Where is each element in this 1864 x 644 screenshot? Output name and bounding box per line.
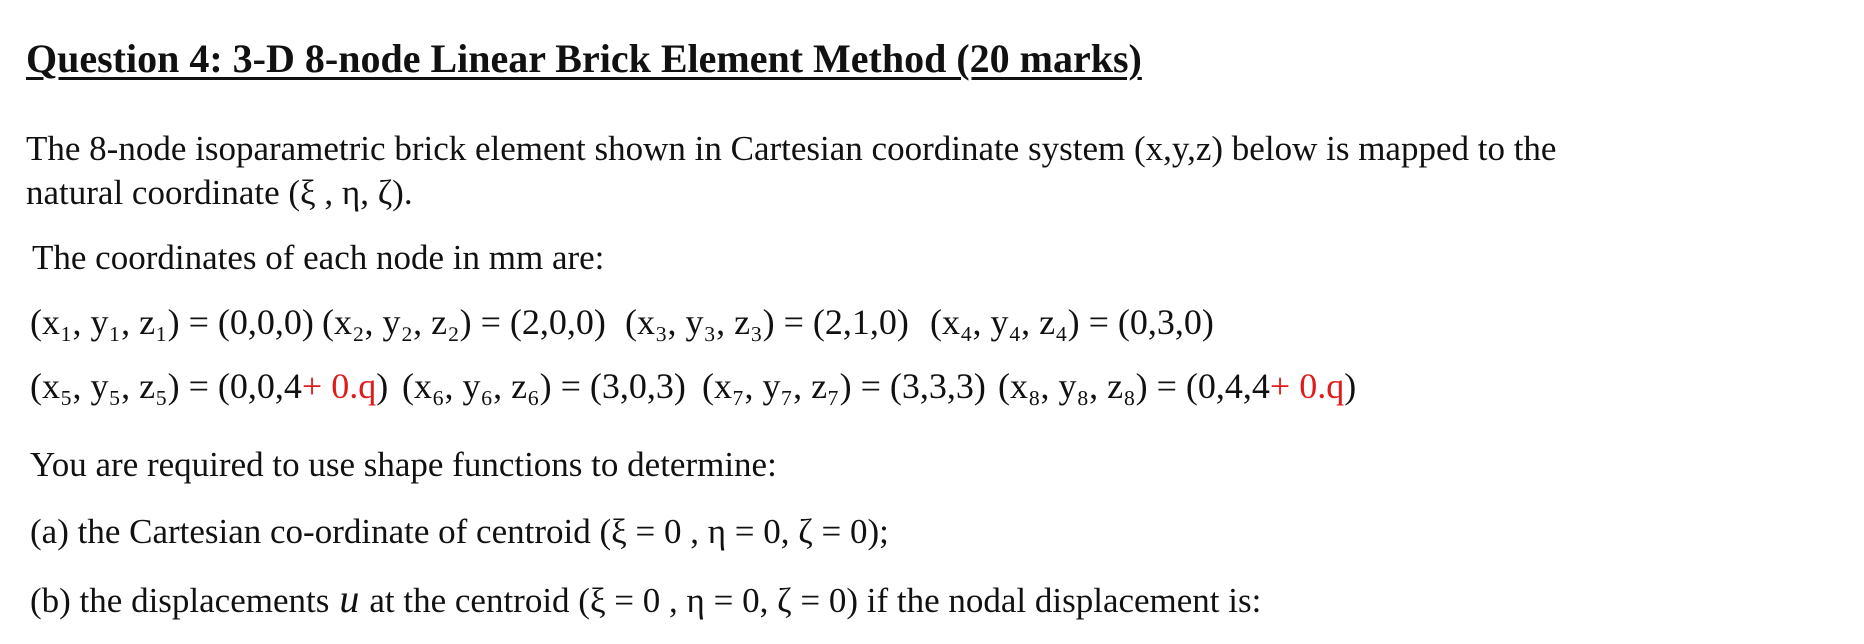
node-2-coordinate [322,298,606,346]
coordinates-label: The coordinates of each node in mm are: [32,238,605,277]
node-8-close-paren: ) [1344,366,1357,406]
displacement-symbol: u [339,576,360,621]
node-5-coordinate [30,362,388,410]
node-5-label: (x₅, y₅, z₅) [30,366,180,406]
node-1-coordinate [30,298,314,346]
node-2-value: = (2,0,0) [480,302,606,342]
required-instruction: You are required to use shape functions to determine: [30,445,777,484]
part-b-question [30,576,1262,621]
node-1-label: (x₁, y₁, z₁) [30,302,180,342]
part-b-suffix: at the centroid (ξ = 0 , η = 0, ζ = 0) if the nodal displacement is: [369,581,1262,620]
node-5-parameter-term: + 0.q [301,366,377,406]
node-3-coordinate [625,298,909,346]
node-1-value: = (0,0,0) [188,302,314,342]
node-4-label: (x₄, y₄, z₄) [930,302,1080,342]
node-3-value: = (2,1,0) [783,302,909,342]
node-coordinates-row-2 [30,362,1830,410]
node-8-coordinate [998,362,1356,410]
intro-text-line-2: natural coordinate (ξ , η, ζ). [26,173,413,212]
node-7-label: (x₇, y₇, z₇) [702,366,852,406]
part-b-prefix: (b) the displacements [30,581,330,620]
intro-text-line-1: The 8-node isoparametric brick element shown in Cartesian coordinate system (x,y,z) below is mapped to the [26,129,1557,168]
node-6-value: = (3,0,3) [560,366,686,406]
node-coordinates-row-1 [30,298,1830,346]
node-6-coordinate [402,362,686,410]
node-3-label: (x₃, y₃, z₃) [625,302,775,342]
node-6-label: (x₆, y₆, z₆) [402,366,552,406]
node-8-parameter-term: + 0.q [1269,366,1345,406]
node-7-coordinate [702,362,986,410]
part-a-question: (a) the Cartesian co-ordinate of centroid (ξ = 0 , η = 0, ζ = 0); [30,512,889,551]
node-5-close-paren: ) [376,366,389,406]
node-4-value: = (0,3,0) [1088,302,1214,342]
question-title: Question 4: 3-D 8-node Linear Brick Element Method (20 marks) [26,36,1142,81]
node-2-label: (x₂, y₂, z₂) [322,302,472,342]
node-4-coordinate [930,298,1214,346]
node-8-label: (x₈, y₈, z₈) [998,366,1148,406]
node-5-value: = (0,0,4 [188,366,302,406]
node-7-value: = (3,3,3) [860,366,986,406]
node-8-value: = (0,4,4 [1156,366,1270,406]
